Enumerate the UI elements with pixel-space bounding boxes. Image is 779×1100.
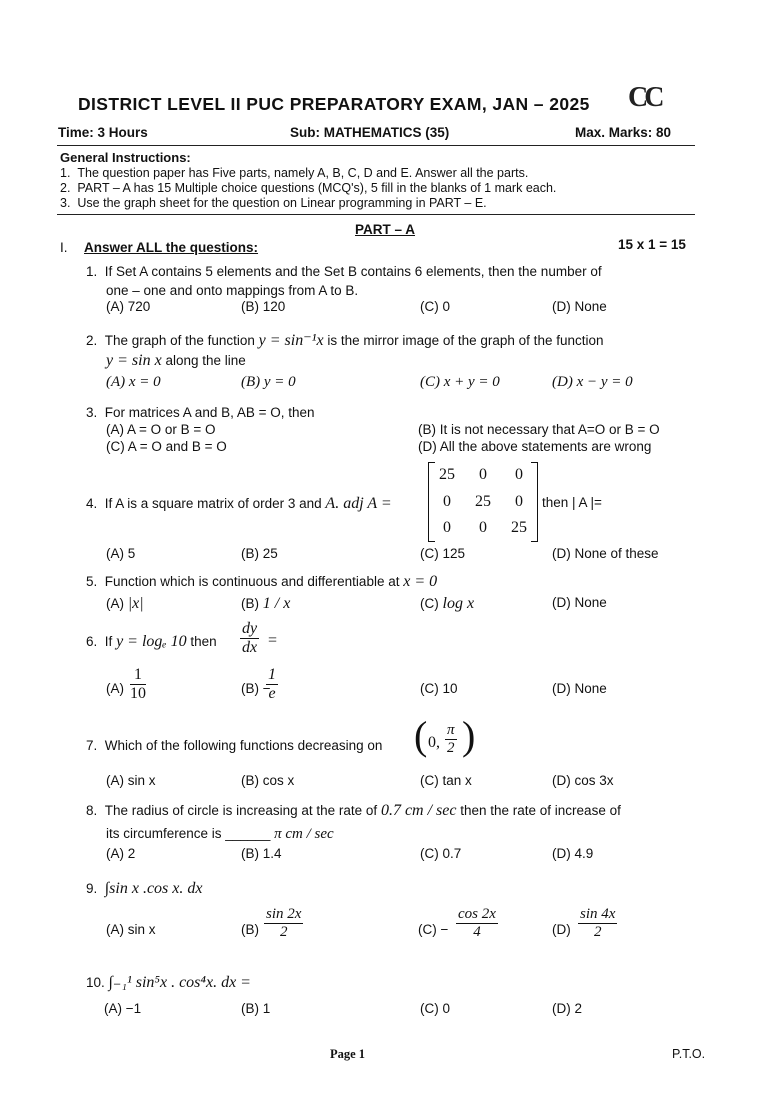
q3-option-d: (D) All the above statements are wrong [418,439,652,454]
q6-option-b-fraction: $\frac{1}{e}$ [268,666,276,702]
q1-option-c: (C) 0 [420,299,450,314]
q8-option-c: (C) 0.7 [420,846,462,861]
matrix-cell: 0 [479,519,487,536]
q3-option-b: (B) It is not necessary that A=O or B = O [418,422,660,437]
matrix-right-bracket [531,462,538,542]
matrix-cell: 25 [475,493,491,510]
q9-option-a: (A) sin x [106,922,156,937]
q9-option-b-fraction: $\frac{\sin 2x}{2}$ [266,906,302,940]
q9-option-d: (D) [552,922,571,937]
matrix-cell: 0 [443,493,451,510]
exam-title: DISTRICT LEVEL II PUC PREPARATORY EXAM, JAN – 2025 [78,94,590,114]
instruction-item: 2. PART – A has 15 Multiple choice questions (MCQ's), 5 fill in the blanks of 1 mark each. [60,181,557,195]
instructions-heading: General Instructions: [60,150,191,165]
question-7: 7. Which of the following functions decreasing on [86,738,383,753]
q8-option-b: (B) 1.4 [241,846,282,861]
q9-option-c-fraction: $\frac{\cos 2x}{4}$ [458,906,496,940]
q8-option-a: (A) 2 [106,846,136,861]
q7-right-paren: ) [462,713,476,758]
q7-interval-end: $\frac{\pi}{2}$ [447,722,455,756]
q6-equals: = [268,632,278,649]
question-3: 3. For matrices A and B, AB = O, then [86,405,315,420]
instruction-item: 1. The question paper has Five parts, namely A, B, C, D and E. Answer all the parts. [60,166,529,180]
question-8: 8. The radius of circle is increasing at the rate of 0.7 cm / sec then the rate of increase of [86,802,621,819]
q4-option-c: (C) 125 [420,546,466,561]
section-label: Answer ALL the questions: [84,240,259,255]
question-5: 5. Function which is continuous and differentiable at x = 0 [86,573,438,590]
q4-matrix [428,462,538,542]
part-title: PART – A [355,222,416,237]
q1-option-d: (D) None [552,299,607,314]
q5-option-d: (D) None [552,595,607,610]
pto-label: P.T.O. [672,1047,706,1061]
q6-option-a-fraction: $\frac{1}{10}$ [130,666,146,702]
question-2: 2. The graph of the function y = sin⁻¹x is the mirror image of the graph of the function [86,332,604,349]
q6-option-d: (D) None [552,681,607,696]
q3-option-c: (C) A = O and B = O [106,439,227,454]
matrix-cell: 25 [439,466,455,483]
q4-option-a: (A) 5 [106,546,136,561]
page-number: Page 1 [330,1047,366,1061]
q2-option-c: (C) x + y = 0 [420,374,500,390]
q8-option-d: (D) 4.9 [552,846,594,861]
exam-subject: Sub: MATHEMATICS (35) [290,125,450,140]
q7-option-b: (B) cos x [241,773,295,788]
question-4-tail: then | A |= [542,495,602,510]
question-8-line2: its circumference is ______ π cm / sec [106,826,334,842]
q5-option-b: (B) 1 / x [241,595,291,612]
matrix-cell: 0 [479,466,487,483]
question-4: 4. If A is a square matrix of order 3 and A. adj A = [86,495,392,512]
q6-option-c: (C) 10 [420,681,458,696]
q5-option-a: (A) |x| [106,595,144,612]
instructions-rule [57,214,695,215]
exam-max-marks: Max. Marks: 80 [575,125,672,140]
section-number: I. [60,240,68,255]
q2-option-a: (A) x = 0 [106,374,161,390]
question-6: 6. If y = logₑ 10 then [86,633,217,650]
q7-option-c: (C) tan x [420,773,472,788]
q7-option-a: (A) sin x [106,773,156,788]
question-9: 9. ∫sin x .cos x. dx [86,880,203,897]
q7-interval-start: 0, [428,734,440,751]
q1-option-b: (B) 120 [241,299,286,314]
q1-option-a: (A) 720 [106,299,151,314]
school-logo: CC [628,82,661,113]
q9-option-c: (C) − [418,922,449,937]
q9-option-d-fraction: $\frac{\sin 4x}{2}$ [580,906,616,940]
q10-option-b: (B) 1 [241,1001,271,1016]
q4-option-d: (D) None of these [552,546,659,561]
matrix-cell: 0 [515,493,523,510]
q5-option-c: (C) log x [420,595,475,612]
q7-left-paren: ( [414,713,428,758]
section-marks: 15 x 1 = 15 [618,237,686,252]
instruction-item: 3. Use the graph sheet for the question on Linear programming in PART – E. [60,196,487,210]
q7-option-d: (D) cos 3x [552,773,614,788]
q6-derivative: $\frac{dy}{dx}$ [242,620,258,656]
exam-time: Time: 3 Hours [58,125,148,140]
q2-option-b: (B) y = 0 [241,374,296,390]
q4-option-b: (B) 25 [241,546,278,561]
question-2-line2: y = sin x along the line [106,352,246,369]
question-1-line2: one – one and onto mappings from A to B. [106,283,359,298]
header-rule [57,145,695,146]
q3-option-a: (A) A = O or B = O [106,422,216,437]
matrix-cell: 0 [515,466,523,483]
q10-option-a: (A) −1 [104,1001,142,1016]
q6-option-b: (B) − [241,681,271,696]
q9-option-b: (B) [241,922,259,937]
matrix-cell: 0 [443,519,451,536]
q10-option-c: (C) 0 [420,1001,450,1016]
matrix-cell: 25 [511,519,527,536]
q10-option-d: (D) 2 [552,1001,582,1016]
question-10: 10. ∫₋₁¹ sin⁵x . cos⁴x. dx = [86,974,251,991]
question-1: 1. If Set A contains 5 elements and the Set B contains 6 elements, then the number of [86,264,602,279]
q2-option-d: (D) x − y = 0 [552,374,633,390]
q6-option-a: (A) [106,681,124,696]
